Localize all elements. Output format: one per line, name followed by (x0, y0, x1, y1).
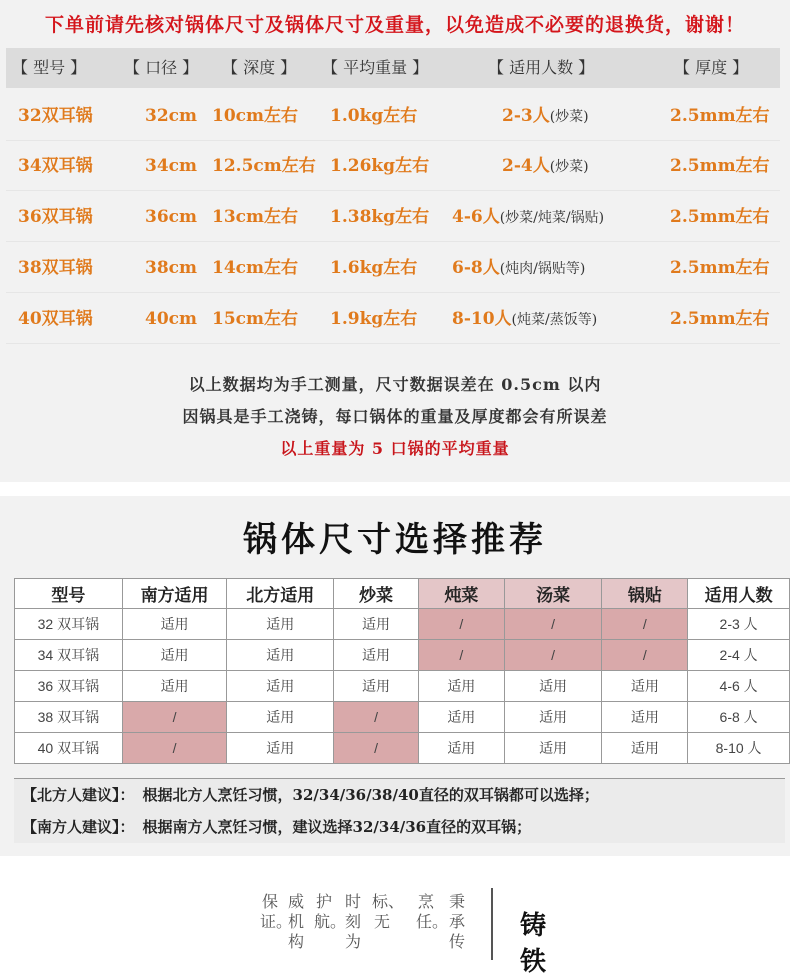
header-depth: 【 深度 】 (222, 58, 297, 77)
spec-weight: 1.26kg左右 (330, 156, 430, 176)
rec-model-cell: 32 双耳锅 (15, 609, 123, 640)
table-row (15, 671, 790, 702)
spec-usage: (炖肉/锅贴等) (499, 261, 586, 277)
rec-model-cell: 36 双耳锅 (15, 671, 123, 702)
rec-cell: 适用 (334, 671, 419, 702)
rec-cell: 适用 (227, 671, 334, 702)
rec-cell: 适用 (122, 640, 227, 671)
spec-row (0, 197, 790, 237)
rec-cell: / (334, 702, 419, 733)
rec-header-cell: 南方适用 (122, 579, 227, 609)
rec-cell: 6-8 人 (688, 702, 790, 733)
section-title: 锅体尺寸选择推荐 (243, 520, 547, 560)
spec-thickness: 2.5mm左右 (670, 106, 770, 126)
rec-cell: 适用 (122, 671, 227, 702)
spec-weight: 1.9kg左右 (330, 309, 418, 329)
rec-cell: 4-6 人 (688, 671, 790, 702)
spec-usage: (炖菜/蒸饭等) (511, 312, 598, 328)
rec-cell: 适用 (334, 640, 419, 671)
spec-row (0, 299, 790, 339)
rec-cell: 适用 (602, 733, 688, 764)
rec-cell: 适用 (418, 702, 504, 733)
spec-model: 34双耳锅 (18, 156, 93, 176)
spec-diameter: 40cm (145, 309, 197, 329)
spec-thickness: 2.5mm左右 (670, 207, 770, 227)
story-column: 护航。 (314, 892, 347, 931)
spec-thickness: 2.5mm左右 (670, 156, 770, 176)
spec-people-count: 8-10人 (452, 309, 512, 329)
spec-people-count: 2-4人 (502, 156, 550, 176)
table-row (15, 733, 790, 764)
rec-cell: / (122, 733, 227, 764)
spec-people-count: 4-6人 (452, 207, 500, 227)
spec-diameter: 36cm (145, 207, 197, 227)
advice-north-text: 根据北方人烹饪习惯，32/34/36/38/40直径的双耳锅都可以选择； (142, 786, 599, 804)
divider-line (491, 888, 493, 960)
rec-cell: / (418, 609, 504, 640)
row-divider (6, 292, 780, 293)
spec-people (502, 96, 589, 136)
spec-row (0, 96, 790, 136)
spec-usage: (炒菜) (549, 109, 589, 125)
spec-weight: 1.0kg左右 (330, 106, 418, 126)
rec-cell: / (504, 640, 602, 671)
spec-thickness: 2.5mm左右 (670, 258, 770, 278)
rec-header-cell: 适用人数 (688, 579, 790, 609)
spec-people-count: 6-8人 (452, 258, 500, 278)
spec-model: 36双耳锅 (18, 207, 93, 227)
story-column: 秉承传 (448, 892, 465, 951)
spec-diameter: 32cm (145, 106, 197, 126)
rec-cell: / (334, 733, 419, 764)
brand-title: 铸铁 (520, 911, 547, 977)
rec-model-cell: 38 双耳锅 (15, 702, 123, 733)
note-average-weight: 以上重量为 5 口锅的平均重量 (280, 439, 510, 458)
advice-south (22, 816, 531, 837)
spec-depth: 12.5cm左右 (212, 156, 316, 176)
rec-cell: 适用 (504, 733, 602, 764)
header-diameter: 【 口径 】 (124, 58, 199, 77)
story-column: 时刻为 (344, 892, 361, 951)
spec-diameter: 34cm (145, 156, 197, 176)
spec-people (452, 197, 604, 237)
spec-people (452, 299, 597, 339)
rec-header-cell: 汤菜 (504, 579, 602, 609)
rec-cell: 适用 (504, 671, 602, 702)
story-column: 威机构 (287, 892, 304, 951)
order-notice: 下单前请先核对锅体尺寸及锅体尺寸及重量，以免造成不必要的退换货，谢谢！ (44, 14, 745, 36)
rec-cell: 适用 (418, 733, 504, 764)
rec-cell: / (602, 609, 688, 640)
spec-usage: (炒菜/炖菜/锅贴) (499, 210, 605, 226)
spec-people (452, 248, 585, 288)
story-column: 标、无 (372, 892, 405, 931)
rec-cell: 适用 (602, 702, 688, 733)
spec-depth: 13cm左右 (212, 207, 298, 227)
rec-cell: 8-10 人 (688, 733, 790, 764)
rec-header-cell: 炒菜 (334, 579, 419, 609)
spec-header-band (6, 48, 780, 88)
row-divider (6, 190, 780, 191)
rec-cell: 2-3 人 (688, 609, 790, 640)
rec-cell: 适用 (504, 702, 602, 733)
advice-south-tag: 【南方人建议】 (22, 818, 120, 836)
spec-thickness: 2.5mm左右 (670, 309, 770, 329)
spec-row (0, 248, 790, 288)
spec-model: 40双耳锅 (18, 309, 93, 329)
rec-cell: 适用 (122, 609, 227, 640)
row-divider (6, 241, 780, 242)
table-row (15, 609, 790, 640)
spec-weight: 1.38kg左右 (330, 207, 430, 227)
spec-people (502, 146, 589, 186)
row-divider (6, 343, 780, 344)
header-people: 【 适用人数 】 (488, 58, 595, 77)
spec-depth: 10cm左右 (212, 106, 298, 126)
rec-model-cell: 34 双耳锅 (15, 640, 123, 671)
table-row (15, 640, 790, 671)
advice-north-sep: ： (119, 786, 135, 804)
rec-cell: 适用 (227, 640, 334, 671)
rec-cell: 适用 (227, 609, 334, 640)
rec-header-cell: 炖菜 (418, 579, 504, 609)
header-thickness: 【 厚度 】 (674, 58, 749, 77)
spec-model: 38双耳锅 (18, 258, 93, 278)
rec-cell: / (418, 640, 504, 671)
advice-south-text: 根据南方人烹饪习惯，建议选择32/34/36直径的双耳锅； (142, 818, 532, 836)
spec-people-count: 2-3人 (502, 106, 550, 126)
rec-cell: 适用 (334, 609, 419, 640)
story-column: 烹任。 (416, 892, 449, 931)
rec-cell: 适用 (418, 671, 504, 702)
advice-north (22, 784, 599, 805)
advice-north-tag: 【北方人建议】 (22, 786, 120, 804)
table-row (15, 702, 790, 733)
spec-depth: 14cm左右 (212, 258, 298, 278)
header-model: 【 型号 】 (12, 58, 87, 77)
rec-cell: / (504, 609, 602, 640)
rec-header-cell: 锅贴 (602, 579, 688, 609)
note-measurement: 以上数据均为手工测量，尺寸数据误差在 0.5cm 以内 (188, 375, 602, 394)
rec-cell: 2-4 人 (688, 640, 790, 671)
spec-weight: 1.6kg左右 (330, 258, 418, 278)
spec-model: 32双耳锅 (18, 106, 93, 126)
spec-row (0, 146, 790, 186)
rec-cell: 适用 (227, 702, 334, 733)
rec-cell: / (602, 640, 688, 671)
note-casting: 因锅具是手工浇铸，每口锅体的重量及厚度都会有所误差 (182, 407, 608, 426)
rec-header-cell: 北方适用 (227, 579, 334, 609)
rec-cell: 适用 (602, 671, 688, 702)
row-divider (6, 140, 780, 141)
spec-diameter: 38cm (145, 258, 197, 278)
advice-south-sep: ： (119, 818, 135, 836)
story-column: 保证。 (260, 892, 293, 931)
rec-header-cell: 型号 (15, 579, 123, 609)
spec-depth: 15cm左右 (212, 309, 298, 329)
spec-usage: (炒菜) (549, 159, 589, 175)
rec-cell: 适用 (227, 733, 334, 764)
recommend-table (14, 578, 790, 764)
header-weight: 【 平均重量 】 (322, 58, 429, 77)
rec-cell: / (122, 702, 227, 733)
rec-model-cell: 40 双耳锅 (15, 733, 123, 764)
